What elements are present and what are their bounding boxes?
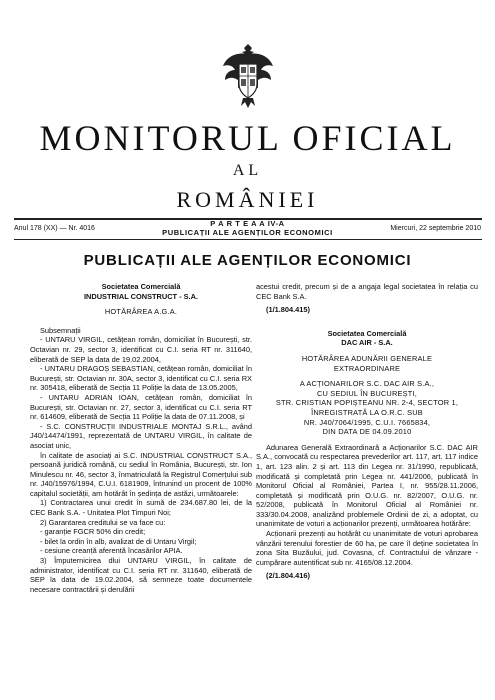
paragraph: în calitate de asociați ai S.C. INDUSTRIAL CONSTRUCT S.A., persoană juridică română, cu sediul în România, București, str. Ion Minulescu nr. 46, sector 3, înmatriculată la Registrul Comerțului sub nr. J40/15976/1994, C.U.I. 6181909, întrunind un procent de 100% capitalul societății, am hotărât în ședința de astăzi, următoarele:	[30, 450, 252, 498]
romanian-coat-of-arms-icon	[219, 42, 277, 110]
gazette-title-country: ROMÂNIEI	[176, 187, 319, 212]
header-line: A ACȚIONARILOR S.C. DAC AIR S.A.,	[299, 379, 435, 389]
company-name: DAC AIR - S.A.	[341, 338, 393, 348]
header-line: NR. J40/7064/1995, C.U.I. 7665834,	[303, 417, 431, 427]
company-type: Societatea Comercială	[327, 328, 407, 338]
paragraph: - UNTARU DRAGOȘ SEBASTIAN, cetățean român, domiciliat în București, str. Octavian nr. 30A, sector 3, identificat cu C.I. seria RX nr. 305418, eliberată de Secția 11 Poliție la data de 13.05.2005,	[30, 364, 252, 393]
company-name: INDUSTRIAL CONSTRUCT - S.A.	[83, 291, 198, 301]
part-label: P A R T E A A IV-A	[210, 219, 285, 228]
paragraph: Subsemnații	[40, 325, 81, 335]
header-line: ÎNREGISTRATĂ LA O.R.C. SUB	[311, 407, 423, 417]
masthead-rule-bottom	[14, 239, 482, 240]
paragraph: - UNTARU VIRGIL, cetățean român, domiciliat în București, str. Octavian nr. 29, sector 3, identificat cu C.I. seria RT nr. 311640, eliberată de SEP la data de 19.02.2004,	[30, 335, 252, 364]
continuation-text: acestui credit, precum și de a angaja legal societatea în relația cu CEC Bank S.A.	[256, 282, 478, 301]
section-title: PUBLICAȚII ALE AGENȚILOR ECONOMICI	[83, 252, 412, 269]
paragraph: - garanție FGCR 50% din credit;	[40, 527, 146, 537]
paragraph: - S.C. CONSTRUCȚII INDUSTRIALE MONTAJ S.R.L., având J40/14474/1991, reprezentată de UNTARU VIRGIL, în calitate de asociat unic,	[30, 421, 252, 450]
paragraph: 3) Împuternicirea dlui UNTARU VIRGIL, în calitate de administrator, identificat cu C.I. seria RT nr. 311640, eliberată de SEP la data de 19.02.2004, să semneze toate documentele necesare contractării și derulării	[30, 556, 252, 594]
reference-number: (1/1.804.415)	[266, 305, 310, 315]
paragraph: - UNTARU ADRIAN IOAN, cetățean român, domiciliat în București, str. Octavian nr. 27, sector 3, identificat cu C.I. seria RT nr. 614609, eliberată de Secția 11 Poliție la data de 07.11.2008, și	[30, 392, 252, 422]
decision-title: EXTRAORDINARE	[333, 363, 401, 373]
left-column	[30, 282, 252, 594]
company-type: Societatea Comercială	[101, 282, 181, 291]
paragraph: 1) Contractarea unui credit în sumă de 234.687.80 lei, de la CEC Bank S.A. - Unitatea Plot Timpuri Noi;	[30, 498, 252, 518]
paragraph: 2) Garantarea creditului se va face cu:	[40, 517, 166, 527]
paragraph: - cesiune creanță aferentă încasărilor APIA.	[40, 546, 183, 556]
paragraph: - bilet la ordin în alb, avalizat de di Untaru Virgil;	[40, 536, 197, 546]
gazette-title: MONITORUL OFICIAL	[39, 118, 456, 158]
reference-number: (2/1.804.416)	[266, 571, 310, 581]
issue-date: Miercuri, 22 septembrie 2010	[390, 225, 481, 232]
header-line: STR. CRISTIAN POPIȘTEANU NR. 2-4, SECTOR 1,	[275, 398, 459, 408]
paragraph: Acționarii prezenți au hotărât cu unanimitate de voturi aprobarea vânzării terenului forestier de 60 ha, pe care îl deține societatea în zona Sita Buzăului, jud. Covasna, cf. Contractului de vânzare - cumpărare autentificat sub nr. 4165/08.12.2004.	[256, 529, 478, 567]
gazette-title-al: AL	[232, 162, 263, 179]
right-column	[256, 282, 478, 581]
header-line: CU SEDIUL ÎN BUCUREȘTI,	[316, 388, 417, 398]
decision-title: HOTĂRÂREA A.G.A.	[104, 307, 178, 317]
part-subtitle: PUBLICAȚII ALE AGENȚILOR ECONOMICI	[162, 228, 333, 237]
decision-title: HOTĂRÂREA ADUNĂRII GENERALE	[301, 353, 433, 363]
issue-number: Anul 178 (XX) — Nr. 4016	[14, 225, 95, 232]
header-line: DIN DATA DE 04.09.2010	[322, 427, 412, 437]
paragraph: Adunarea Generală Extraordinară a Acționarilor S.C. DAC AIR S.A., convocată cu respectarea prevederilor art. 117, art. 117 indice 1, art. 123 alin. 2 și art. 113 din Legea nr. 31/1990, republicată, modificată și completată prin Legea nr. 441/2006, publicată în Monitorul Oficial al României, Partea I, nr. 955/28.11.2006, completată și modificată prin O.U.G. nr. 82/2007, O.U.G. nr. 52/2008, publicată în Monitorul Oficial al României nr. 333/30.04.2008, analizând problemele Ordinii de zi, a adoptat, cu unanimitate de voturi a acționarilor prezenți, următoarea hotărâre:	[256, 442, 478, 529]
